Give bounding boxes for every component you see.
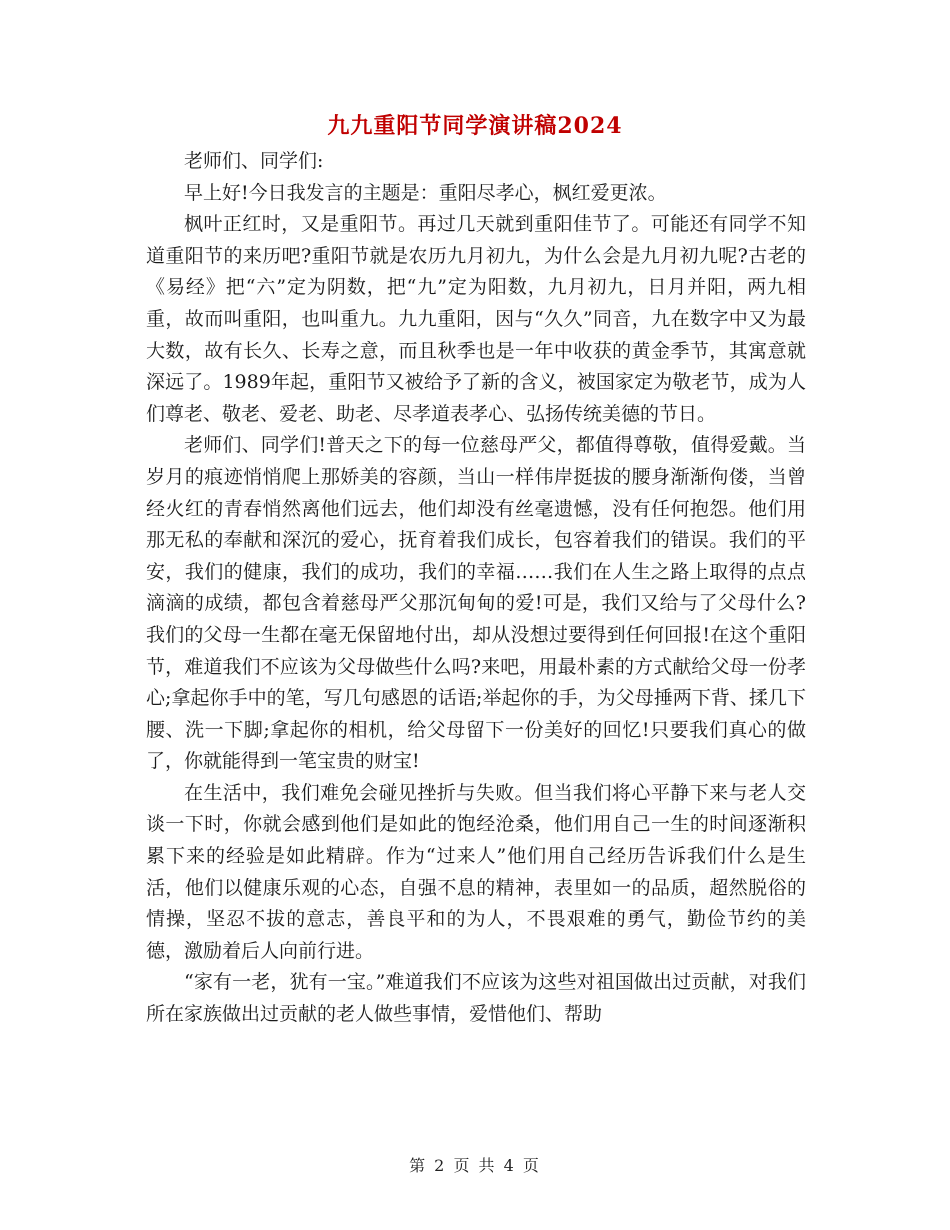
paragraph-family-treasure: “家有一老，犹有一宝。”难道我们不应该为这些对祖国做出过贡献，对我们所在家族做出过贡献的老人做些事情，爱惜他们、帮助 <box>146 971 806 1026</box>
paragraph-origin: 枫叶正红时，又是重阳节。再过几天就到重阳佳节了。可能还有同学不知道重阳节的来历吧?重阳节就是农历九月初九，为什么会是九月初九呢?古老的《易经》把“六”定为阴数，把“九”定为阳数，九月初九，日月并阳，两九相重，故而叫重阳，也叫重九。九九重阳，因与“久久”同音，九在数字中又为最大数，故有长久、长寿之意，而且秋季也是一年中收获的黄金季节，其寓意就深远了。1989年起，重阳节又被给予了新的含义，被国家定为敬老节，成为人们尊老、敬老、爱老、助老、尽孝道表孝心、弘扬传统美德的节日。 <box>146 213 806 425</box>
document-title: 九九重阳节同学演讲稿2024 <box>327 113 623 139</box>
page-number-footer: 第 2 页 共 4 页 <box>409 1156 541 1175</box>
document-body <box>146 146 806 1031</box>
paragraph-greeting: 老师们、同学们: <box>184 150 324 172</box>
paragraph-theme: 早上好!今日我发言的主题是：重阳尽孝心，枫红爱更浓。 <box>184 181 667 204</box>
paragraph-elders-experience: 在生活中，我们难免会碰见挫折与失败。但当我们将心平静下来与老人交谈一下时，你就会感到他们是如此的饱经沧桑，他们用自己一生的时间逐渐积累下来的经验是如此精辟。作为“过来人”他们用自己经历告诉我们什么是生活，他们以健康乐观的心态，自强不息的精神，表里如一的品质，超然脱俗的情操，坚忍不拔的意志，善良平和的为人，不畏艰难的勇气，勤俭节约的美德，激励着后人向前行进。 <box>146 781 806 962</box>
paragraph-parents: 老师们、同学们!普天之下的每一位慈母严父，都值得尊敬，值得爱戴。当岁月的痕迹悄悄爬上那娇美的容颜，当山一样伟岸挺拔的腰身渐渐佝偻，当曾经火红的青春悄然离他们远去，他们却没有丝毫遗憾，没有任何抱怨。他们用那无私的奉献和深沉的爱心，抚育着我们成长，包容着我们的错误。我们的平安，我们的健康，我们的成功，我们的幸福……我们在人生之路上取得的点点滴滴的成绩，都包含着慈母严父那沉甸甸的爱!可是，我们又给与了父母什么?我们的父母一生都在毫无保留地付出，却从没想过要得到任何回报!在这个重阳节，难道我们不应该为父母做些什么吗?来吧，用最朴素的方式献给父母一份孝心;拿起你手中的笔，写几句感恩的话语;举起你的手，为父母捶两下背、揉几下腰、洗一下脚;拿起你的相机，给父母留下一份美好的回忆!只要我们真心的做了，你就能得到一笔宝贵的财宝! <box>146 434 806 773</box>
